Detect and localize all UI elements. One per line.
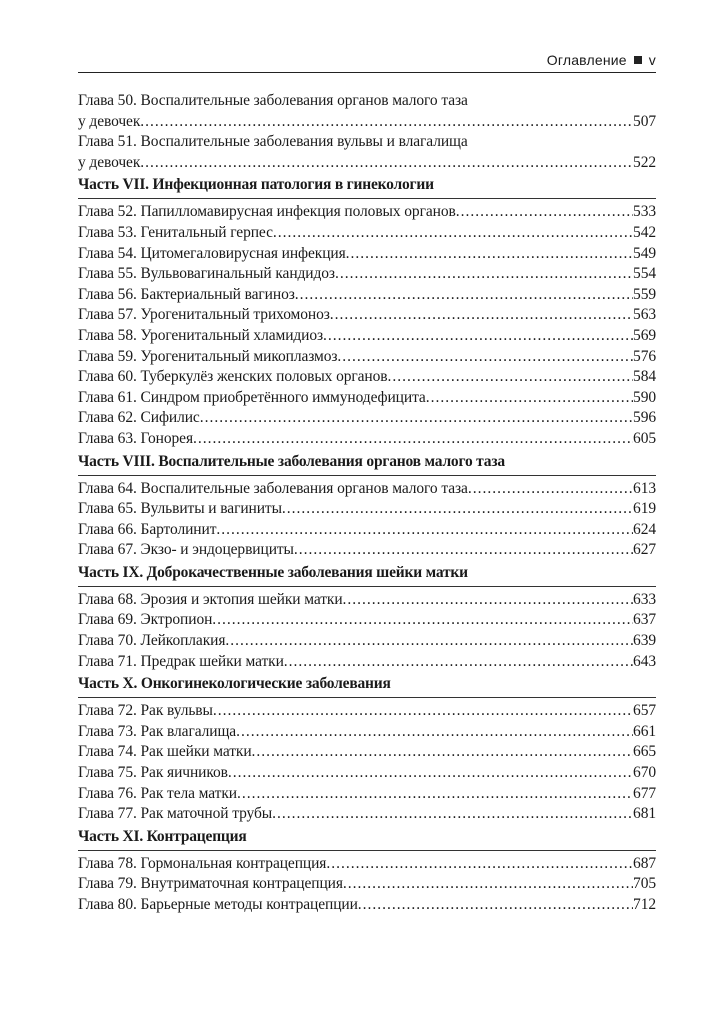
toc-entry-line [78, 244, 656, 265]
toc-part-heading: Часть VII. Инфекционная патология в гинекологии [78, 173, 656, 199]
toc-part-heading: Часть VIII. Воспалительные заболевания органов малого таза [78, 450, 656, 476]
toc-entry[interactable] [78, 479, 656, 500]
toc-entry-line [78, 520, 656, 541]
table-of-contents [78, 91, 656, 916]
toc-page-number: 559 [633, 285, 656, 303]
toc-entry-title-line: Глава 51. Воспалительные заболевания вульвы и влагалища [78, 133, 468, 151]
toc-entry[interactable] [78, 701, 656, 722]
toc-entry-line [78, 499, 656, 520]
dot-leader [225, 631, 633, 652]
dot-leader [343, 590, 634, 611]
toc-page-number: 596 [633, 409, 656, 427]
toc-page-number: 569 [633, 326, 656, 344]
toc-entry[interactable] [78, 610, 656, 631]
dot-leader [140, 153, 633, 174]
toc-entry-line [78, 763, 656, 784]
toc-entry-line [78, 742, 656, 763]
toc-entry-line [78, 854, 656, 875]
toc-entry-line [78, 652, 656, 673]
toc-entry[interactable] [78, 202, 656, 223]
dot-leader [272, 804, 633, 825]
toc-entry-title: Глава 65. Вульвиты и вагиниты [78, 500, 282, 518]
toc-entry-title: у девочек [78, 112, 141, 130]
dot-leader [330, 305, 633, 326]
toc-page-number: 712 [633, 896, 656, 913]
page-number: v [648, 52, 656, 68]
dot-leader [140, 112, 633, 133]
dot-leader [295, 285, 633, 306]
toc-entry[interactable] [78, 742, 656, 763]
toc-entry-line [78, 590, 656, 611]
dot-leader [228, 763, 633, 784]
toc-entry-title: Глава 78. Гормональная контрацепция [78, 854, 327, 872]
toc-entry-title: Глава 62. Сифилис [78, 409, 200, 427]
toc-entry[interactable] [78, 520, 656, 541]
dot-leader [237, 784, 633, 805]
toc-page-number: 681 [633, 805, 656, 823]
toc-entry-line [78, 631, 656, 652]
toc-entry[interactable] [78, 652, 656, 673]
toc-entry-line [78, 610, 656, 631]
dot-leader [387, 367, 633, 388]
toc-entry-title: Глава 63. Гонорея [78, 429, 193, 447]
toc-page-number: 554 [633, 265, 656, 283]
running-title-group [547, 52, 656, 68]
toc-page-number: 584 [633, 368, 656, 386]
toc-page-number: 643 [633, 652, 656, 670]
toc-entry-title-line: Глава 50. Воспалительные заболевания органов малого таза [78, 92, 468, 109]
toc-entry-title: Глава 77. Рак маточной трубы [78, 805, 273, 823]
toc-entry[interactable] [78, 91, 656, 132]
running-header [78, 50, 656, 73]
toc-page-number: 576 [633, 347, 656, 365]
toc-entry-title: Глава 54. Цитомегаловирусная инфекция [78, 244, 346, 262]
toc-entry[interactable] [78, 784, 656, 805]
toc-page-number: 661 [633, 722, 656, 740]
dot-leader [282, 499, 633, 520]
dot-leader [200, 408, 633, 429]
dot-leader [468, 479, 633, 500]
toc-page-number: 549 [633, 244, 656, 262]
toc-entry[interactable] [78, 408, 656, 429]
toc-entry-title: Глава 74. Рак шейки матки [78, 743, 252, 761]
toc-entry-line [78, 202, 656, 223]
toc-entry-line [78, 153, 656, 174]
dot-leader [326, 854, 633, 875]
toc-entry[interactable] [78, 763, 656, 784]
toc-page-number: 563 [633, 306, 656, 324]
dot-leader [216, 520, 633, 541]
toc-entry-line [78, 264, 656, 285]
toc-entry[interactable] [78, 326, 656, 347]
toc-entry-line [78, 223, 656, 244]
toc-entry[interactable] [78, 499, 656, 520]
toc-entry-line [78, 408, 656, 429]
toc-entry-line [78, 429, 656, 450]
toc-entry[interactable] [78, 223, 656, 244]
toc-entry[interactable] [78, 244, 656, 265]
toc-entry-line [78, 784, 656, 805]
toc-entry-line [78, 722, 656, 743]
toc-entry[interactable] [78, 895, 656, 916]
toc-page-number: 657 [633, 702, 656, 720]
toc-entry-line [78, 367, 656, 388]
toc-page-number: 590 [633, 388, 656, 406]
dot-leader [358, 895, 633, 916]
toc-entry[interactable] [78, 367, 656, 388]
toc-entry-title: Глава 76. Рак тела матки [78, 784, 237, 802]
toc-entry[interactable] [78, 264, 656, 285]
toc-entry-title: Глава 53. Генитальный герпес [78, 223, 273, 241]
toc-page-number: 639 [633, 632, 656, 650]
toc-entry-title: Глава 57. Урогенитальный трихомоноз [78, 306, 330, 324]
toc-part-heading: Часть IX. Доброкачественные заболевания шейки матки [78, 561, 656, 587]
book-page [78, 50, 656, 916]
toc-page-number: 665 [633, 743, 656, 761]
dot-leader [323, 326, 633, 347]
toc-entry-line [78, 479, 656, 500]
toc-entry-title: Глава 71. Предрак шейки матки [78, 652, 284, 670]
dot-leader [343, 874, 633, 895]
toc-entry-line [78, 540, 656, 561]
toc-entry-line [78, 347, 656, 368]
toc-entry[interactable] [78, 388, 656, 409]
toc-entry[interactable] [78, 854, 656, 875]
toc-part-heading: Часть XI. Контрацепция [78, 825, 656, 851]
toc-entry[interactable] [78, 429, 656, 450]
toc-entry-title: Глава 66. Бартолинит [78, 520, 217, 538]
toc-page-number: 687 [633, 854, 656, 872]
toc-entry-line [78, 305, 656, 326]
toc-entry-line [78, 895, 656, 916]
toc-entry-title: у девочек [78, 153, 141, 171]
dot-leader [212, 610, 633, 631]
toc-entry-title: Глава 72. Рак вульвы [78, 702, 213, 720]
toc-entry-title: Глава 67. Экзо- и эндоцервициты [78, 541, 294, 559]
square-bullet-icon [634, 56, 642, 64]
toc-entry-line [78, 285, 656, 306]
toc-page-number: 533 [633, 203, 656, 221]
toc-page-number: 613 [633, 479, 656, 497]
toc-entry-title: Глава 79. Внутриматочная контрацепция [78, 875, 343, 893]
toc-entry[interactable] [78, 804, 656, 825]
toc-entry-title: Глава 75. Рак яичников [78, 764, 228, 782]
dot-leader [236, 722, 633, 743]
toc-entry-title: Глава 69. Эктропион [78, 611, 213, 629]
toc-entry-line [78, 804, 656, 825]
dot-leader [193, 429, 633, 450]
toc-entry-line [78, 874, 656, 895]
dot-leader [346, 244, 633, 265]
toc-entry[interactable] [78, 285, 656, 306]
dot-leader [456, 202, 633, 223]
toc-entry-title: Глава 70. Лейкоплакия [78, 632, 226, 650]
toc-entry-line [78, 326, 656, 347]
toc-entry[interactable] [78, 305, 656, 326]
toc-entry-line [78, 388, 656, 409]
toc-page-number: 619 [633, 500, 656, 518]
dot-leader [273, 223, 633, 244]
toc-entry[interactable] [78, 132, 656, 173]
toc-entry-title: Глава 58. Урогенитальный хламидиоз [78, 326, 324, 344]
dot-leader [337, 347, 633, 368]
toc-page-number: 605 [633, 429, 656, 447]
toc-entry[interactable] [78, 347, 656, 368]
toc-page-number: 522 [633, 153, 656, 171]
toc-entry-line [78, 701, 656, 722]
toc-page-number: 677 [633, 784, 656, 802]
toc-page-number: 633 [633, 590, 656, 608]
toc-entry[interactable] [78, 631, 656, 652]
toc-entry-title: Глава 52. Папилломавирусная инфекция половых органов [78, 203, 456, 221]
dot-leader [335, 264, 633, 285]
toc-entry-title: Глава 68. Эрозия и эктопия шейки матки [78, 590, 343, 608]
dot-leader [284, 652, 633, 673]
toc-entry-title: Глава 80. Барьерные методы контрацепции [78, 896, 358, 913]
toc-entry-title: Глава 59. Урогенитальный микоплазмоз [78, 347, 338, 365]
toc-entry-title: Глава 64. Воспалительные заболевания органов малого таза [78, 479, 468, 497]
toc-entry[interactable] [78, 874, 656, 895]
toc-entry-line [78, 112, 656, 133]
toc-page-number: 542 [633, 223, 656, 241]
dot-leader [252, 742, 634, 763]
toc-page-number: 637 [633, 611, 656, 629]
toc-part-heading: Часть X. Онкогинекологические заболевания [78, 672, 656, 698]
toc-entry[interactable] [78, 722, 656, 743]
toc-page-number: 670 [633, 764, 656, 782]
running-title: Оглавление [546, 52, 627, 68]
toc-page-number: 627 [633, 541, 656, 559]
toc-page-number: 705 [633, 875, 656, 893]
toc-entry-title: Глава 55. Вульвовагинальный кандидоз [78, 265, 335, 283]
toc-entry[interactable] [78, 590, 656, 611]
toc-entry[interactable] [78, 540, 656, 561]
toc-entry-title: Глава 60. Туберкулёз женских половых органов [78, 368, 388, 386]
toc-page-number: 507 [633, 112, 656, 130]
toc-entry-title: Глава 73. Рак влагалища [78, 722, 237, 740]
toc-entry-title: Глава 61. Синдром приобретённого иммунодефицита [78, 388, 426, 406]
toc-entry-title: Глава 56. Бактериальный вагиноз [78, 285, 295, 303]
dot-leader [426, 388, 633, 409]
toc-page-number: 624 [633, 520, 656, 538]
dot-leader [213, 701, 633, 722]
dot-leader [294, 540, 633, 561]
